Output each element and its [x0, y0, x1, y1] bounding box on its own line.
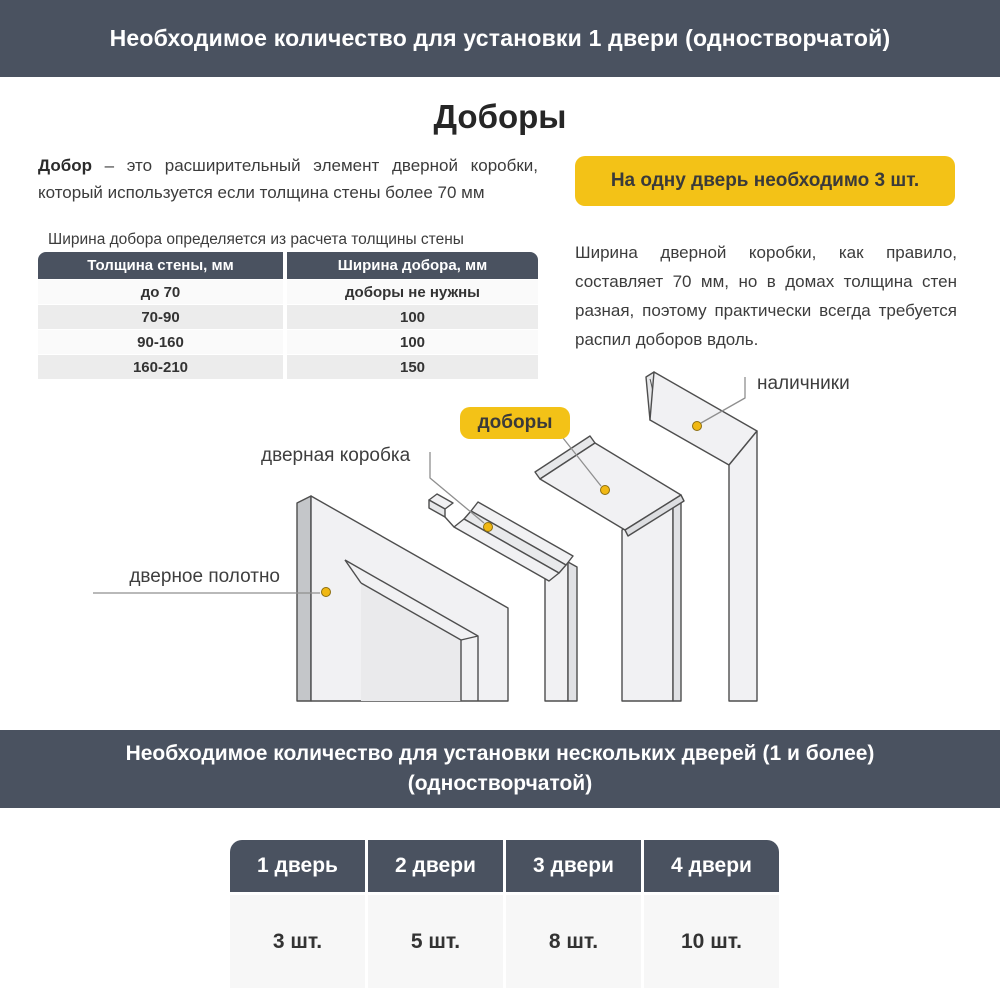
quantity-header-3-doors: 3 двери	[506, 840, 641, 892]
wall-thickness-value: 160-210	[38, 355, 283, 379]
extension-width-value: доборы не нужны	[287, 280, 538, 304]
quantity-column	[230, 840, 365, 988]
quantity-header-4-doors: 4 двери	[644, 840, 779, 892]
wall-table-header-thickness: Толщина стены, мм	[38, 252, 283, 279]
bottom-header-line1: Необходимое количество для установки нескольких дверей (1 и более)	[125, 742, 875, 765]
wall-thickness-value: 70-90	[38, 305, 283, 329]
door-leaf-marker-dot	[322, 588, 331, 597]
wall-thickness-value: 90-160	[38, 330, 283, 354]
extension-width-value: 100	[287, 305, 538, 329]
table-row	[38, 305, 538, 329]
bottom-header-line2: (одностворчатой)	[407, 772, 593, 795]
table-row	[38, 280, 538, 304]
top-header-bar	[0, 0, 1000, 77]
wall-table-header-width: Ширина добора, мм	[287, 252, 538, 279]
definition-paragraph	[38, 152, 538, 206]
bottom-header-bar	[0, 730, 1000, 808]
door-leaf-label: дверное полотно	[129, 566, 280, 587]
extension-width-value: 150	[287, 355, 538, 379]
page-title: Доборы	[433, 98, 567, 135]
extension-width-value: 100	[287, 330, 538, 354]
extensions-marker-dot	[601, 486, 610, 495]
quantity-column	[644, 840, 779, 988]
door-frame-marker-dot	[484, 523, 493, 532]
quantity-column	[506, 840, 641, 988]
quantity-value-4-doors: 10 шт.	[644, 895, 779, 988]
quantity-value-2-doors: 5 шт.	[368, 895, 503, 988]
quantity-header-1-door: 1 дверь	[230, 840, 365, 892]
per-door-quantity-badge: На одну дверь необходимо 3 шт.	[575, 156, 955, 206]
wall-table-caption: Ширина добора определяется из расчета толщины стены	[48, 231, 464, 248]
quantity-value-3-doors: 8 шт.	[506, 895, 641, 988]
door-frame-label: дверная коробка	[261, 445, 411, 466]
wall-thickness-value: до 70	[38, 280, 283, 304]
definition-text: – это расширительный элемент дверной коробки, который используется если толщина стены более 70 мм	[38, 156, 538, 202]
casings-marker-dot	[693, 422, 702, 431]
definition-term: Добор	[38, 156, 92, 175]
quantity-column	[368, 840, 503, 988]
frame-width-paragraph: Ширина дверной коробки, как правило, составляет 70 мм, но в домах толщина стен разная, поэтому практически всегда требуется распил доборов вдоль.	[575, 243, 957, 349]
table-row	[38, 330, 538, 354]
top-header-title: Необходимое количество для установки 1 двери (одностворчатой)	[109, 25, 891, 51]
quantity-header-2-doors: 2 двери	[368, 840, 503, 892]
extensions-label-badge: доборы	[460, 407, 570, 439]
casings-label: наличники	[757, 373, 850, 394]
wall-thickness-table	[38, 252, 538, 379]
quantity-table	[230, 840, 779, 988]
quantity-value-1-door: 3 шт.	[230, 895, 365, 988]
wall-table-header-row	[38, 252, 538, 279]
